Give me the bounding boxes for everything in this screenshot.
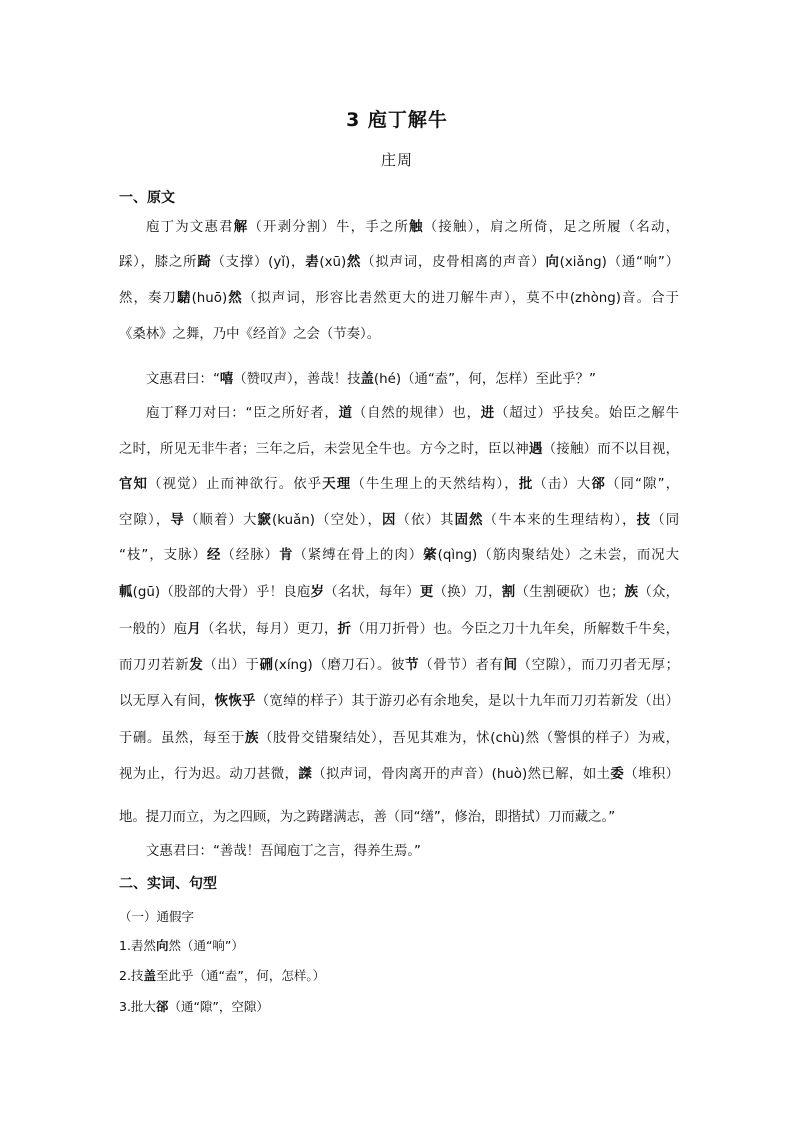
text-span: （经脉） <box>221 548 280 563</box>
text-span: (gū)（股部的大骨）乎！良庖 <box>132 585 311 600</box>
text-span: (kuǎn)（空处）， <box>272 513 383 528</box>
author-name: 庄周 <box>380 151 413 169</box>
text-span: 之时，所见无非牛者；三年之后，未尝见全牛也。方今之时，臣以神 <box>119 442 529 457</box>
text-span: 1.砉然 <box>119 938 156 953</box>
text-span: （拟声词，骨肉离开的声音）(huò)然已解，如土 <box>312 767 611 782</box>
paragraph-3-line <box>119 765 679 785</box>
text-span: （赞叹声），善哉！技 <box>233 372 361 387</box>
tongjiazi-item <box>119 966 679 986</box>
emphasized-word: 向 <box>545 255 560 270</box>
emphasized-word: 触 <box>409 220 424 235</box>
emphasized-word: 嘻 <box>219 372 234 387</box>
emphasized-word: 技 <box>636 513 652 528</box>
paragraph-1-line <box>119 325 679 345</box>
text-span: （自然的规律）也， <box>352 406 481 421</box>
text-span: (hé)（通“盍”，何，怎样）至此乎？” <box>373 372 596 387</box>
text-span: （出）于 <box>203 658 260 673</box>
emphasized-word: 折 <box>337 622 352 637</box>
text-span: （依）其 <box>396 513 455 528</box>
text-span: （击）大 <box>533 477 592 492</box>
text-span: 而刀刃若新 <box>119 658 190 673</box>
text-span: 《桑林》之舞，乃中《经首》之会（节奏）。 <box>119 327 381 342</box>
emphasized-word: 委 <box>610 767 625 782</box>
text-span: （换）刀， <box>433 585 502 600</box>
text-span: （用刀折骨）也。今臣之刀十九年矣，所解数千牛矣， <box>351 622 680 637</box>
emphasized-word: 綮 <box>423 548 438 563</box>
emphasized-word: 道 <box>338 406 353 421</box>
text-span: (xíng)（磨刀石）。彼 <box>273 658 406 673</box>
emphasized-word: 硎 <box>259 658 274 673</box>
text-span: 地。提刀而立，为之四顾，为之踌躇满志，善（同“缮”，修治，即揩拭）刀而藏之。” <box>119 810 616 825</box>
emphasized-word: 族 <box>244 731 259 746</box>
emphasized-word: 解 <box>233 220 249 235</box>
paragraph-3-line <box>119 546 679 566</box>
text-span: 文惠君曰：“善哉！吾闻庖丁之言，得养生焉。” <box>146 844 421 859</box>
paragraph-3-line <box>119 440 679 460</box>
emphasized-word: 砉 <box>305 255 320 270</box>
text-span: 然，奏刀 <box>119 291 178 306</box>
emphasized-word: 然 <box>227 291 243 306</box>
text-span: （空隙），而刀刃者无厚； <box>517 658 680 673</box>
emphasized-word: 騞 <box>177 291 192 306</box>
emphasized-word: 发 <box>189 658 204 673</box>
emphasized-word: 更 <box>419 585 434 600</box>
paragraph-1-line <box>146 218 679 238</box>
page-title: 3 庖丁解牛 <box>346 109 448 131</box>
emphasized-word: 軱 <box>119 585 133 600</box>
section-heading-words-sentences: 二、实词、句型 <box>119 876 217 892</box>
emphasized-word: 岁 <box>310 585 325 600</box>
emphasized-word: 批 <box>518 477 534 492</box>
text-span: （超过）乎技矣。始臣之解牛 <box>495 406 680 421</box>
paragraph-3-line <box>119 620 679 640</box>
text-span: (xū) <box>319 255 347 270</box>
paragraph-1-line <box>119 253 679 273</box>
emphasized-word: 间 <box>503 658 518 673</box>
emphasized-word: 遇 <box>528 442 543 457</box>
text-span: 庖丁为文惠君 <box>146 220 234 235</box>
text-span: （视觉）止而神欲行。依乎 <box>148 477 323 492</box>
emphasized-word: 导 <box>170 513 185 528</box>
text-span: （众， <box>638 585 680 600</box>
paragraph-3-line <box>119 808 679 828</box>
text-span: 至此乎（通“盍”，何，怎样。） <box>155 968 326 983</box>
text-span: 视为止，行为迟。动刀甚微， <box>119 767 299 782</box>
text-span: 以无厚入有间， <box>119 694 215 709</box>
text-span: （名状，每年） <box>324 585 420 600</box>
text-span: （顺着）大 <box>184 513 258 528</box>
text-span: 文惠君曰：“ <box>146 372 220 387</box>
text-span: （生割硬砍）也； <box>515 585 625 600</box>
text-span: 一般的）庖 <box>119 622 188 637</box>
text-span: （骨节）者有 <box>419 658 504 673</box>
text-span: 空隙）， <box>119 513 171 528</box>
paragraph-3-line <box>119 729 679 749</box>
text-span: （牛生理上的天然结构）， <box>351 477 519 492</box>
emphasized-word: 割 <box>501 585 516 600</box>
text-span: （开剥分割）牛，手之所 <box>248 220 410 235</box>
emphasized-word: 官知 <box>119 477 149 492</box>
emphasized-word: 因 <box>382 513 397 528</box>
text-span: （同“隙”， <box>605 477 680 492</box>
text-span: （通“隙”，空隙） <box>168 999 269 1014</box>
text-span: 于硎。虽然，每至于 <box>119 731 245 746</box>
text-span: （紧缚在骨上的肉） <box>293 548 424 563</box>
text-span: （支撑）(yǐ)， <box>211 255 306 270</box>
text-span: (qìng)（筋肉聚结处）之未尝，而况大 <box>437 548 680 563</box>
text-span: （牛本来的生理结构）， <box>483 513 637 528</box>
emphasized-word: 肯 <box>279 548 294 563</box>
text-span: （肢骨交错聚结处），吾见其难为，怵(chù)然（警惧的样子）为戒， <box>258 731 679 746</box>
emphasized-word: 然 <box>346 255 362 270</box>
section-heading-original-text: 一、原文 <box>119 190 175 206</box>
text-span: （拟声词，形容比砉然更大的进刀解牛声），莫不中(zhòng)音。合于 <box>242 291 680 306</box>
text-span: (xiǎng)（通“响”） <box>559 255 680 270</box>
emphasized-word: 盖 <box>143 968 156 983</box>
emphasized-word: 向 <box>155 938 169 953</box>
emphasized-word: 郤 <box>155 999 169 1014</box>
text-span: （宽绰的样子）其于游刃必有余地矣，是以十九年而刀刃若新发（出） <box>255 694 680 709</box>
tongjiazi-item <box>119 936 679 956</box>
emphasized-word: 月 <box>187 622 201 637</box>
emphasized-word: 经 <box>206 548 222 563</box>
tongjiazi-item <box>119 997 679 1017</box>
emphasized-word: 盖 <box>360 372 374 387</box>
paragraph-4-line <box>146 842 679 862</box>
paragraph-3-line <box>119 692 679 712</box>
text-span: （拟声词，皮骨相离的声音） <box>361 255 546 270</box>
paragraph-3-line <box>119 511 679 531</box>
paragraph-3-line <box>119 583 679 603</box>
paragraph-3-line <box>119 475 679 495</box>
emphasized-word: 謋 <box>298 767 313 782</box>
emphasized-word: 恢恢乎 <box>214 694 256 709</box>
emphasized-word: 节 <box>405 658 420 673</box>
text-span: 2.技 <box>119 968 144 983</box>
text-span: (huō) <box>191 291 228 306</box>
subsection-heading-tongjiazi: （一）通假字 <box>119 909 195 924</box>
text-span: 踩），膝之所 <box>119 255 198 270</box>
emphasized-word: 踦 <box>197 255 212 270</box>
text-span: “枝”，支脉） <box>119 548 207 563</box>
paragraph-2-line <box>146 370 679 390</box>
text-span: （同 <box>651 513 680 528</box>
text-span: 3.批大 <box>119 999 156 1014</box>
text-span: （接触）而不以目视， <box>542 442 680 457</box>
text-span: （接触），肩之所倚，足之所履（名动， <box>423 220 679 235</box>
emphasized-word: 族 <box>624 585 639 600</box>
paragraph-3-line <box>119 656 679 676</box>
emphasized-word: 进 <box>480 406 496 421</box>
text-span: （堆积） <box>624 767 680 782</box>
paragraph-3-line <box>146 404 679 424</box>
emphasized-word: 天理 <box>322 477 352 492</box>
text-span: 然（通“响”） <box>168 938 244 953</box>
emphasized-word: 固然 <box>454 513 484 528</box>
emphasized-word: 郤 <box>591 477 606 492</box>
emphasized-word: 窾 <box>257 513 273 528</box>
text-span: （名状，每月）更刀， <box>201 622 338 637</box>
text-span: 庖丁释刀对曰：“臣之所好者， <box>146 406 339 421</box>
paragraph-1-line <box>119 289 679 309</box>
